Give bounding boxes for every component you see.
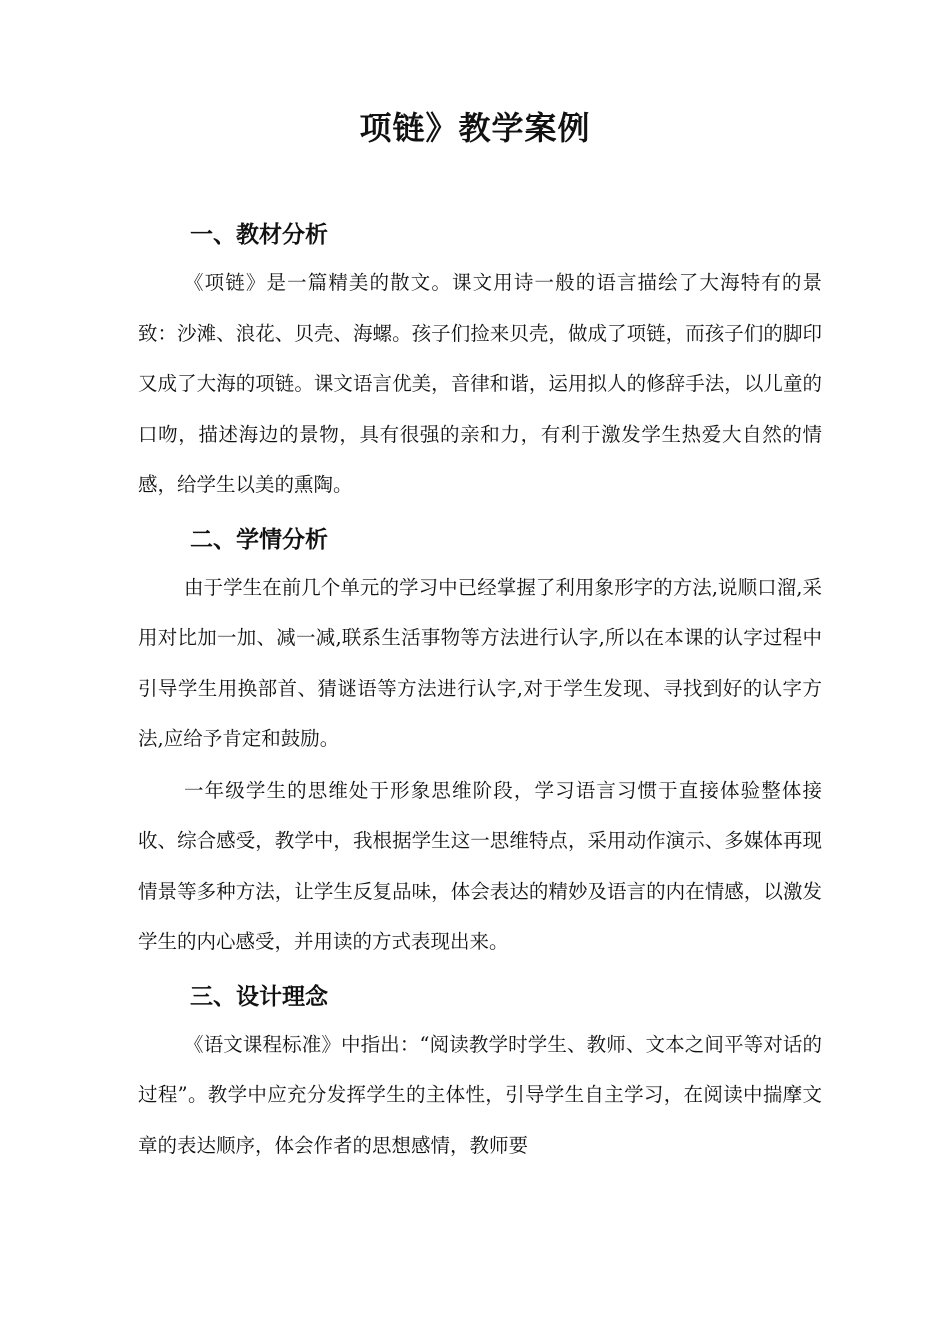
paragraph: 由于学生在前几个单元的学习中已经掌握了利用象形字的方法,说顺口溜,采用对比加一加、减一减,联系生活事物等方法进行认字,所以在本课的认字过程中引导学生用换部首、猜谜语等方法进行认字,对于学生发现、寻找到好的认字方法,应给予肯定和鼓励。 — [138, 575, 822, 750]
section-design-concept — [138, 974, 822, 1172]
section-heading: 一、教材分析 — [190, 222, 328, 248]
paragraph: 《项链》是一篇精美的散文。课文用诗一般的语言描绘了大海特有的景致：沙滩、浪花、贝壳、海螺。孩子们捡来贝壳，做成了项链，而孩子们的脚印又成了大海的项链。课文语言优美，音律和谐，运用拟人的修辞手法，以儿童的口吻，描述海边的景物，具有很强的亲和力，有利于激发学生热爱大自然的情感，给学生以美的熏陶。 — [138, 271, 822, 496]
document-title: 项链》教学案例 — [359, 109, 591, 147]
paragraph: 一年级学生的思维处于形象思维阶段，学习语言习惯于直接体验整体接收、综合感受，教学中，我根据学生这一思维特点，采用动作演示、多媒体再现情景等多种方法，让学生反复品味，体会表达的精妙及语言的内在情感，以激发学生的内心感受，并用读的方式表现出来。 — [138, 778, 822, 953]
paragraph: 《语文课程标准》中指出：“阅读教学时学生、教师、文本之间平等对话的过程”。教学中应充分发挥学生的主体性，引导学生自主学习，在阅读中揣摩文章的表达顺序，体会作者的思想感情，教师要 — [138, 1032, 822, 1157]
section-heading: 三、设计理念 — [190, 983, 328, 1010]
section-heading: 二、学情分析 — [190, 526, 328, 553]
section-student-analysis — [138, 517, 822, 968]
section-textbook-analysis — [138, 212, 822, 511]
document-body — [138, 212, 822, 1171]
